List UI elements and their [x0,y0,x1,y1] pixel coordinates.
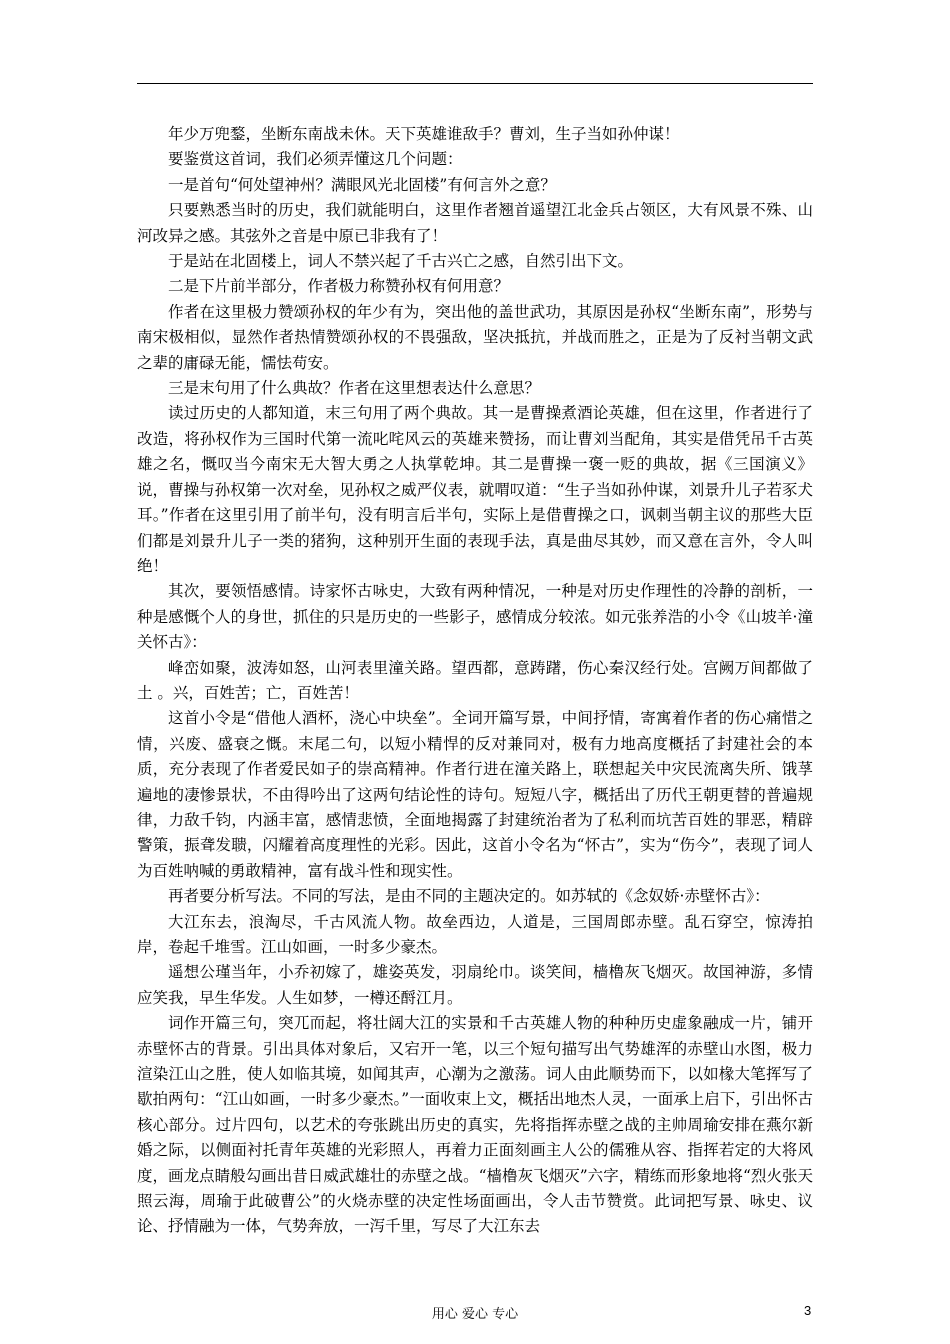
paragraph: 词作开篇三句，突兀而起，将壮阔大江的实景和千古英雄人物的种种历史虚象融成一片，铺开赤壁怀古的背景。引出具体对象后，又宕开一笔，以三个短句描写出气势雄浑的赤壁山水图，极力渲染江山之胜，使人如临其境，如闻其声，心潮为之激荡。词人由此顺势而下，以如椽大笔挥写了歇拍两句：“江山如画，一时多少豪杰。”一面收束上文，概括出地杰人灵，一面承上启下，引出怀古核心部分。过片四句，以艺术的夸张跳出历史的真实，先将指挥赤壁之战的主帅周瑜安排在燕尔新婚之际，以侧面衬托青年英雄的光彩照人，再着力正面刻画主人公的儒雅从容、指挥若定的大将风度，画龙点睛般勾画出昔日威武雄壮的赤壁之战。“樯橹灰飞烟灭”六字，精练而形象地将“烈火张天照云海，周瑜于此破曹公”的火烧赤壁的决定性场面画出，令人击节赞赏。此词把写景、咏史、议论、抒情融为一体，气势奔放，一泻千里，写尽了大江东去 [137,1014,813,1236]
paragraph: 只要熟悉当时的历史，我们就能明白，这里作者翘首遥望江北金兵占领区，大有风景不殊、山河改异之感。其弦外之音是中原已非我有了！ [137,201,813,245]
body-text [137,122,813,1240]
paragraph: 峰峦如聚，波涛如怒，山河表里潼关路。望西都，意踌躇，伤心秦汉经行处。宫阙万间都做了土 。兴，百姓苦；亡，百姓苦！ [137,658,813,702]
paragraph: 年少万兜鍪，坐断东南战未休。天下英雄谁敌手？曹刘，生子当如孙仲谋！ [168,125,680,143]
paragraph: 二是下片前半部分，作者极力称赞孙权有何用意？ [168,277,510,296]
paragraph: 遥想公瑾当年，小乔初嫁了，雄姿英发，羽扇纶巾。谈笑间，樯橹灰飞烟灭。故国神游，多情应笑我，早生华发。人生如梦，一樽还酹江月。 [137,963,813,1007]
paragraph: 作者在这里极力赞颂孙权的年少有为，突出他的盖世武功，其原因是孙权“坐断东南”，形势与南宋极相似，显然作者热情赞颂孙权的不畏强敌，坚决抵抗，并战而胜之，正是为了反衬当朝文武之辈的庸碌无能，懦怯苟安。 [137,302,813,372]
paragraph: 读过历史的人都知道，末三句用了两个典故。其一是曹操煮酒论英雄，但在这里，作者进行了改造，将孙权作为三国时代第一流叱咤风云的英雄来赞扬，而让曹刘当配角，其实是借凭吊千古英雄之名，慨叹当今南宋无大智大勇之人执掌乾坤。其二是曹操一褒一贬的典故，据《三国演义》说，曹操与孙权第一次对垒，见孙权之威严仪表，就喟叹道：“生子当如孙仲谋，刘景升儿子若豕犬耳。”作者在这里引用了前半句，没有明言后半句，实际上是借曹操之口，讽刺当朝主议的那些大臣们都是刘景升儿子一类的猪狗，这种别开生面的表现手法，真是曲尽其妙，而又意在言外，令人叫绝！ [137,404,813,575]
paragraph: 三是末句用了什么典故？作者在这里想表达什么意思？ [168,379,541,398]
paragraph: 再者要分析写法。不同的写法，是由不同的主题决定的。如苏轼的《念奴娇·赤壁怀古》： [168,887,770,906]
footer-slogan: 用心 爱心 专心 [431,1307,519,1322]
paragraph: 于是站在北固楼上，词人不禁兴起了千古兴亡之感，自然引出下文。 [168,252,634,271]
paragraph: 大江东去，浪淘尽，千古风流人物。故垒西边，人道是，三国周郎赤壁。乱石穿空，惊涛拍岸，卷起千堆雪。江山如画，一时多少豪杰。 [137,912,813,956]
header-rule [137,83,813,84]
paragraph: 要鉴赏这首词，我们必须弄懂这几个问题： [168,150,463,169]
page-number: 3 [804,1303,812,1318]
paragraph: 一是首句“何处望神州？满眼风光北固楼”有何言外之意？ [168,175,556,194]
paragraph: 其次，要领悟感情。诗家怀古咏史，大致有两种情况，一种是对历史作理性的冷静的剖析，一种是感慨个人的身世，抓住的只是历史的一些影子，感情成分较浓。如元张养浩的小令《山坡羊·潼关怀古》： [137,582,813,652]
paragraph: 这首小令是“借他人酒杯，浇心中块垒”。全词开篇写景，中间抒情，寄寓着作者的伤心痛惜之情，兴废、盛衰之慨。末尾二句，以短小精悍的反对兼同对，极有力地高度概括了封建社会的本质，充分表现了作者爱民如子的崇高精神。作者行进在潼关路上，联想起关中灾民流离失所、饿莩遍地的凄惨景状，不由得吟出了这两句结论性的诗句。短短八字，概括出了历代王朝更替的普遍规律，力敌千钧，内涵丰富，感情悲愤，全面地揭露了封建统治者为了私利而坑苦百姓的罪恶，精辟警策，振聋发聩，闪耀着高度理性的光彩。因此，这首小令名为“怀古”，实为“伤今”，表现了词人为百姓呐喊的勇敢精神，富有战斗性和现实性。 [137,709,813,880]
